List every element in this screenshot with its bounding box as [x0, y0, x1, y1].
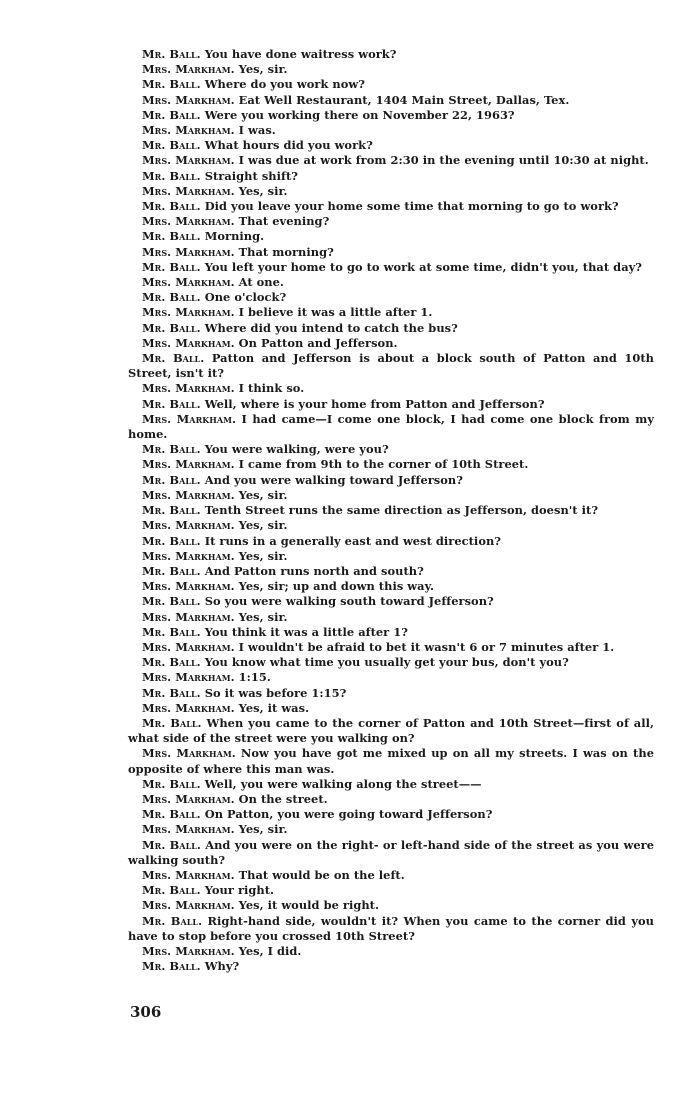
transcript-body	[128, 47, 654, 974]
testimony-text: Well, where is your home from Patton and Jefferson?	[204, 396, 545, 411]
speaker-name: Mrs. Markham.	[142, 579, 235, 594]
testimony-text: Right-hand side, wouldn't it? When you came to the corner did you have to stop before you crossed 10th Street?	[128, 913, 655, 943]
testimony-text: On the street.	[238, 791, 328, 806]
testimony-paragraph	[128, 488, 654, 503]
speaker-name: Mr. Ball.	[142, 168, 201, 183]
testimony-text: I wouldn't be afraid to bet it wasn't 6 or 7 minutes after 1.	[238, 639, 615, 654]
testimony-text: Yes, sir.	[238, 609, 288, 624]
testimony-text: Yes, it was.	[238, 700, 310, 715]
testimony-text: I believe it was a little after 1.	[238, 305, 433, 320]
testimony-text: Your right.	[204, 883, 275, 898]
testimony-paragraph	[128, 822, 654, 837]
testimony-text: Where did you intend to catch the bus?	[204, 320, 458, 335]
testimony-text: And you were walking toward Jefferson?	[204, 472, 463, 487]
testimony-paragraph	[128, 898, 654, 913]
testimony-paragraph	[128, 594, 654, 609]
testimony-paragraph	[128, 701, 654, 716]
testimony-paragraph	[128, 579, 654, 594]
testimony-paragraph	[128, 351, 654, 381]
testimony-text: It runs in a generally east and west direction?	[204, 533, 502, 548]
speaker-name: Mrs. Markham.	[142, 822, 235, 837]
speaker-name: Mrs. Markham.	[142, 123, 235, 138]
testimony-paragraph	[128, 305, 654, 320]
testimony-paragraph	[128, 397, 654, 412]
testimony-text: I think so.	[238, 381, 305, 396]
testimony-text: Eat Well Restaurant, 1404 Main Street, Dallas, Tex.	[238, 92, 570, 107]
speaker-name: Mrs. Markham.	[142, 518, 235, 533]
testimony-text: I was.	[238, 123, 276, 138]
testimony-paragraph	[128, 640, 654, 655]
testimony-text: You were walking, were you?	[204, 442, 389, 457]
testimony-paragraph	[128, 959, 654, 974]
testimony-text: I was due at work from 2:30 in the evening until 10:30 at night.	[238, 153, 649, 168]
speaker-name: Mr. Ball.	[142, 351, 205, 366]
speaker-name: Mr. Ball.	[142, 138, 201, 153]
speaker-name: Mr. Ball.	[142, 396, 201, 411]
testimony-paragraph	[128, 549, 654, 564]
speaker-name: Mr. Ball.	[142, 472, 201, 487]
testimony-text: And you were on the right- or left-hand side of the street as you were walking south?	[128, 837, 654, 867]
testimony-paragraph	[128, 503, 654, 518]
testimony-text: At one.	[238, 275, 284, 290]
speaker-name: Mrs. Markham.	[142, 867, 235, 882]
testimony-text: I came from 9th to the corner of 10th Street.	[238, 457, 529, 472]
speaker-name: Mr. Ball.	[142, 655, 201, 670]
testimony-paragraph	[128, 655, 654, 670]
testimony-text: Yes, it would be right.	[238, 898, 379, 913]
speaker-name: Mr. Ball.	[142, 229, 201, 244]
speaker-name: Mrs. Markham.	[142, 244, 235, 259]
testimony-paragraph	[128, 93, 654, 108]
testimony-text: You think it was a little after 1?	[204, 624, 408, 639]
testimony-text: That would be on the left.	[238, 867, 405, 882]
testimony-paragraph	[128, 807, 654, 822]
testimony-text: Well, you were walking along the street——	[204, 776, 482, 791]
speaker-name: Mrs. Markham.	[142, 700, 235, 715]
testimony-text: Tenth Street runs the same direction as Jefferson, doesn't it?	[204, 503, 599, 518]
speaker-name: Mrs. Markham.	[142, 305, 235, 320]
speaker-name: Mr. Ball.	[142, 47, 201, 61]
testimony-text: Why?	[204, 959, 240, 974]
speaker-name: Mrs. Markham.	[142, 898, 235, 913]
testimony-text: On Patton and Jefferson.	[238, 335, 398, 350]
speaker-name: Mrs. Markham.	[142, 457, 235, 472]
testimony-paragraph	[128, 457, 654, 472]
testimony-text: Straight shift?	[204, 168, 298, 183]
testimony-paragraph	[128, 792, 654, 807]
testimony-paragraph	[128, 686, 654, 701]
speaker-name: Mrs. Markham.	[142, 670, 235, 685]
testimony-text: When you came to the corner of Patton and 10th Street—first of all, what side of the street were you walking on?	[128, 715, 654, 746]
testimony-text: Yes, sir.	[238, 822, 288, 837]
speaker-name: Mrs. Markham.	[142, 639, 235, 654]
testimony-paragraph	[128, 564, 654, 579]
testimony-text: Yes, sir.	[238, 548, 288, 563]
testimony-paragraph	[128, 214, 654, 229]
speaker-name: Mr. Ball.	[142, 259, 201, 274]
speaker-name: Mrs. Markham.	[142, 183, 235, 198]
testimony-paragraph	[128, 275, 654, 290]
speaker-name: Mrs. Markham.	[142, 214, 235, 229]
testimony-text: So you were walking south toward Jefferson?	[204, 594, 494, 609]
testimony-paragraph	[128, 746, 654, 776]
testimony-text: On Patton, you were going toward Jefferson?	[204, 807, 493, 822]
testimony-paragraph	[128, 229, 654, 244]
testimony-text: Yes, I did.	[238, 943, 302, 958]
speaker-name: Mrs. Markham.	[142, 275, 235, 290]
speaker-name: Mr. Ball.	[142, 685, 201, 700]
testimony-paragraph	[128, 625, 654, 640]
testimony-text: Now you have got me mixed up on all my streets. I was on the opposite of where this man was.	[128, 746, 654, 776]
speaker-name: Mr. Ball.	[142, 563, 201, 578]
speaker-name: Mrs. Markham.	[142, 746, 236, 761]
testimony-paragraph	[128, 381, 654, 396]
speaker-name: Mr. Ball.	[142, 624, 201, 639]
testimony-text: Yes, sir.	[238, 183, 288, 198]
testimony-paragraph	[128, 169, 654, 184]
testimony-paragraph	[128, 77, 654, 92]
speaker-name: Mrs. Markham.	[142, 62, 235, 77]
testimony-paragraph	[128, 184, 654, 199]
testimony-paragraph	[128, 473, 654, 488]
speaker-name: Mr. Ball.	[142, 320, 201, 335]
speaker-name: Mrs. Markham.	[142, 92, 235, 107]
speaker-name: Mr. Ball.	[142, 290, 201, 305]
testimony-text: Yes, sir.	[238, 487, 288, 502]
testimony-paragraph	[128, 47, 654, 62]
speaker-name: Mr. Ball.	[142, 959, 201, 974]
testimony-text: Patton and Jefferson is about a block south of Patton and 10th Street, isn't it?	[128, 351, 654, 381]
testimony-paragraph	[128, 442, 654, 457]
testimony-text: Yes, sir.	[238, 62, 288, 77]
page-number: 306	[130, 1003, 162, 1021]
speaker-name: Mr. Ball.	[142, 807, 201, 822]
testimony-paragraph	[128, 138, 654, 153]
testimony-paragraph	[128, 108, 654, 123]
testimony-text: Where do you work now?	[204, 77, 365, 92]
speaker-name: Mr. Ball.	[142, 883, 201, 898]
testimony-paragraph	[128, 321, 654, 336]
testimony-text: You left your home to go to work at some time, didn't you, that day?	[204, 259, 643, 274]
testimony-paragraph	[128, 716, 654, 746]
speaker-name: Mrs. Markham.	[142, 487, 235, 502]
speaker-name: Mr. Ball.	[142, 442, 201, 457]
testimony-text: Yes, sir; up and down this way.	[238, 579, 434, 594]
speaker-name: Mrs. Markham.	[142, 548, 235, 563]
testimony-text: Did you leave your home some time that morning to go to work?	[204, 199, 619, 214]
speaker-name: Mr. Ball.	[142, 503, 201, 518]
testimony-text: What hours did you work?	[204, 138, 373, 153]
speaker-name: Mrs. Markham.	[142, 335, 235, 350]
testimony-text: Yes, sir.	[238, 518, 288, 533]
testimony-paragraph	[128, 290, 654, 305]
testimony-paragraph	[128, 868, 654, 883]
testimony-text: That morning?	[238, 244, 334, 259]
testimony-paragraph	[128, 777, 654, 792]
speaker-name: Mrs. Markham.	[142, 381, 235, 396]
testimony-paragraph	[128, 838, 654, 868]
speaker-name: Mrs. Markham.	[142, 609, 235, 624]
testimony-text: And Patton runs north and south?	[204, 563, 424, 578]
speaker-name: Mr. Ball.	[142, 77, 201, 92]
testimony-paragraph	[128, 883, 654, 898]
speaker-name: Mr. Ball.	[142, 199, 201, 214]
speaker-name: Mrs. Markham.	[142, 411, 237, 426]
speaker-name: Mr. Ball.	[142, 776, 201, 791]
testimony-paragraph	[128, 534, 654, 549]
testimony-paragraph	[128, 199, 654, 214]
testimony-text: You have done waitress work?	[204, 47, 397, 61]
testimony-text: That evening?	[238, 214, 330, 229]
testimony-text: So it was before 1:15?	[204, 685, 347, 700]
testimony-text: Were you working there on November 22, 1963?	[204, 107, 515, 122]
speaker-name: Mrs. Markham.	[142, 943, 235, 958]
testimony-paragraph	[128, 62, 654, 77]
speaker-name: Mr. Ball.	[142, 913, 203, 928]
testimony-paragraph	[128, 123, 654, 138]
testimony-paragraph	[128, 245, 654, 260]
testimony-paragraph	[128, 518, 654, 533]
speaker-name: Mrs. Markham.	[142, 791, 235, 806]
speaker-name: Mr. Ball.	[142, 594, 201, 609]
testimony-text: You know what time you usually get your bus, don't you?	[204, 655, 569, 670]
testimony-paragraph	[128, 670, 654, 685]
testimony-paragraph	[128, 260, 654, 275]
speaker-name: Mr. Ball.	[142, 715, 202, 730]
testimony-text: 1:15.	[238, 670, 271, 685]
testimony-paragraph	[128, 610, 654, 625]
testimony-paragraph	[128, 914, 654, 944]
testimony-text: One o'clock?	[204, 290, 287, 305]
testimony-paragraph	[128, 336, 654, 351]
speaker-name: Mrs. Markham.	[142, 153, 235, 168]
testimony-paragraph	[128, 944, 654, 959]
testimony-text: I had came—I come one block, I had come one block from my home.	[128, 411, 654, 442]
testimony-paragraph	[128, 153, 654, 168]
testimony-text: Morning.	[204, 229, 265, 244]
speaker-name: Mr. Ball.	[142, 533, 201, 548]
speaker-name: Mr. Ball.	[142, 837, 201, 852]
testimony-paragraph	[128, 412, 654, 442]
speaker-name: Mr. Ball.	[142, 107, 201, 122]
